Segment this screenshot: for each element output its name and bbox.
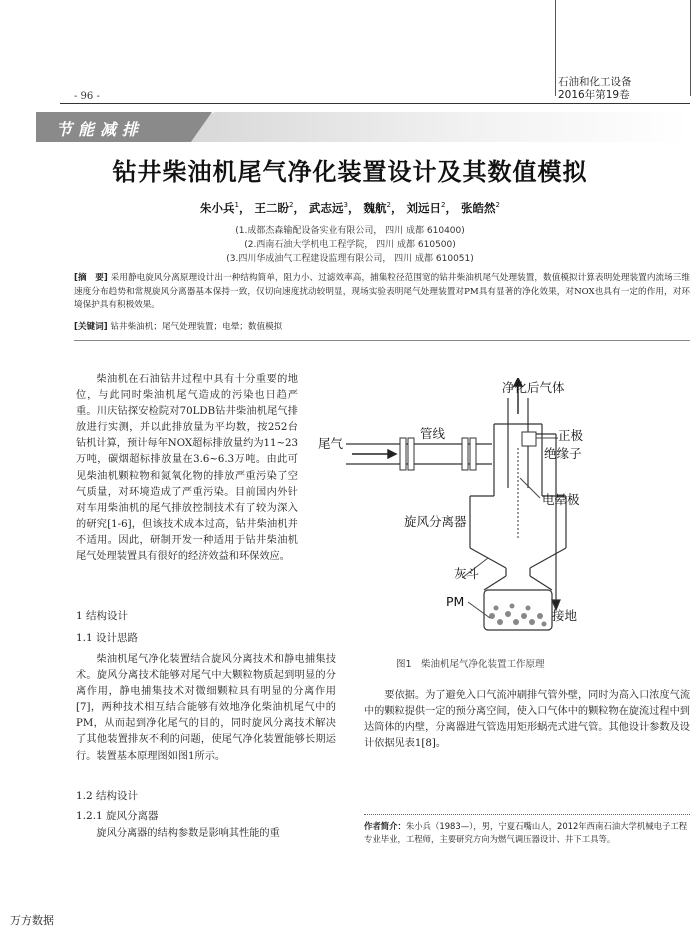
intro-section [76,372,298,565]
intro-paragraph: 柴油机在石油钻井过程中具有十分重要的地位，与此同时柴油机尾气造成的污染也日趋严重。川庆钻探安检院对70LDB钻井柴油机尾气排放进行实测，并以此排放量为平均数，按252台钻机计算，预计每年NOX超标排放量约为11~23万吨，碳烟超标排放量在3.6~6.3万吨。由此可见柴油机颗粒物和氮氧化物的排放严重污染了空气质量，对环境造成了严重污染。目前国内外针对车用柴油机的尾气排放控制技术有了较为深入的研究[1-6]，但该技术成本过高，钻井柴油机并不适用。因此，研制开发一种适用于钻井柴油机尾气处理装置具有很好的经济效益和环保效应。 [76,374,298,563]
bio-rule [364,814,690,815]
inlet-arrow [352,450,396,458]
keywords-label: [关键词] [74,322,108,332]
author: 朱小兵$^1$ [200,201,240,215]
keywords-text: 钻井柴油机；尾气处理装置；电晕；数值模拟 [110,322,283,332]
author-list: 朱小兵$^1$， 王二盼$^2$， 武志远$^3$， 魏航$^2$， 刘远日$^2$， 张皓然$^2$ [200,201,500,215]
affiliation: (3.四川华成油气工程建设监理有限公司， 四川 成都 610051) [226,254,474,264]
right-column-section [364,688,690,752]
author-bio [364,820,690,845]
keywords-rule [74,340,690,341]
pm-particles [489,604,547,627]
header-divider-right [690,0,691,96]
heading-structure: 1.2 结构设计 [76,790,139,802]
label-insulator: 绝缘子 [544,446,582,461]
abstract-text: 采用静电旋风分离原理设计出一种结构简单，阻力小、过滤效率高，捕集粒径范围宽的钻井柴油机尾气处理装置，数值模拟计算表明处理装置内流场三维速度分布趋势和常规旋风分离器基本保持一致，仅切向速度扰动较明显，现场实验表明尾气处理装置对PM具有显著的净化效果，对NOX也具有一定的作用，对环境保护具有积极效果。 [74,273,690,310]
label-purified-gas: 净化后气体 [502,380,565,395]
design-idea-section [76,652,336,765]
journal-issue: 2016年第19卷 [558,89,630,101]
pipe-flanges [400,438,476,470]
bio-label: 作者简介： [364,821,406,831]
header-rule [60,103,690,104]
affiliation: (2.西南石油大学机电工程学院， 四川 成都 610500) [244,240,456,250]
author: 魏航$^2$ [363,201,391,215]
abstract-label: [摘 要] [74,273,108,283]
cyclone-paragraph: 旋风分离器的结构参数是影响其性能的重 [96,828,280,839]
keywords [74,320,690,332]
cyclone-section [76,826,336,842]
label-pipe: 管线 [420,426,446,441]
right-column-paragraph: 要依据。为了避免入口气流冲刷排气管外壁，同时为高入口浓度气流中的颗粒提供一定的预分离空间，使入口气体中的颗粒物在旋流过程中到达筒体的内壁，分离器进气管选用矩形蜗壳式进气管。其他设计参数及设计依据见表1[8]。 [364,690,691,750]
affiliations [0,224,700,266]
section-band-gradient [150,112,690,142]
design-idea-paragraph: 柴油机尾气净化装置结合旋风分离技术和静电捕集技术。旋风分离技术能够对尾气中大颗粒物质起到明显的分离作用，静电捕集技术对微细颗粒具有明显的分离作用[7]，两种技术相互结合能够有效地净化柴油机尾气中的PM，从而起到净化尾气的目的，同时旋风分离技术解决了其他装置排灰不利的问题，使尾气净化装置能够长期运行。装置基本原理图如图1所示。 [76,654,336,762]
article-title: 钻井柴油机尾气净化装置设计及其数值模拟 [112,158,588,186]
bio-text: 朱小兵（1983—），男，宁夏石嘴山人，2012年西南石油大学机械电子工程专业毕业，工程师，主要研究方向为燃气调压器设计、井下工具等。 [364,821,688,844]
figure-caption: 图1 柴油机尾气净化装置工作原理 [396,659,545,670]
label-positive-pole: 正极 [558,428,584,443]
label-ground: 接地 [552,608,578,623]
abstract [74,272,690,313]
journal-name: 石油和化工设备 [558,76,632,88]
author: 刘远日$^2$ [406,201,446,215]
author: 王二盼$^2$ [254,201,294,215]
author: 张皓然$^2$ [460,201,500,215]
label-cyclone: 旋风分离器 [404,514,467,529]
insulator [522,432,536,446]
section-label: 节能减排 [56,120,145,139]
header-divider [555,0,556,96]
page-number: - 96 - [74,91,100,102]
heading-structure-design: 1 结构设计 [76,610,129,622]
heading-design-idea: 1.1 设计思路 [76,632,139,644]
journal-header [558,76,688,102]
label-ash-hopper: 灰斗 [454,566,480,581]
label-corona-pole: 电晕极 [542,492,580,507]
affiliation: (1.成都杰森输配设备实业有限公司， 四川 成都 610400) [235,226,465,236]
label-exhaust: 尾气 [318,436,344,451]
label-pm: PM [446,594,465,609]
author: 武志远$^3$ [309,201,348,215]
heading-cyclone: 1.2.1 旋风分离器 [76,810,159,822]
footer-source: 万方数据 [10,914,54,927]
figure-schematic [312,378,694,640]
